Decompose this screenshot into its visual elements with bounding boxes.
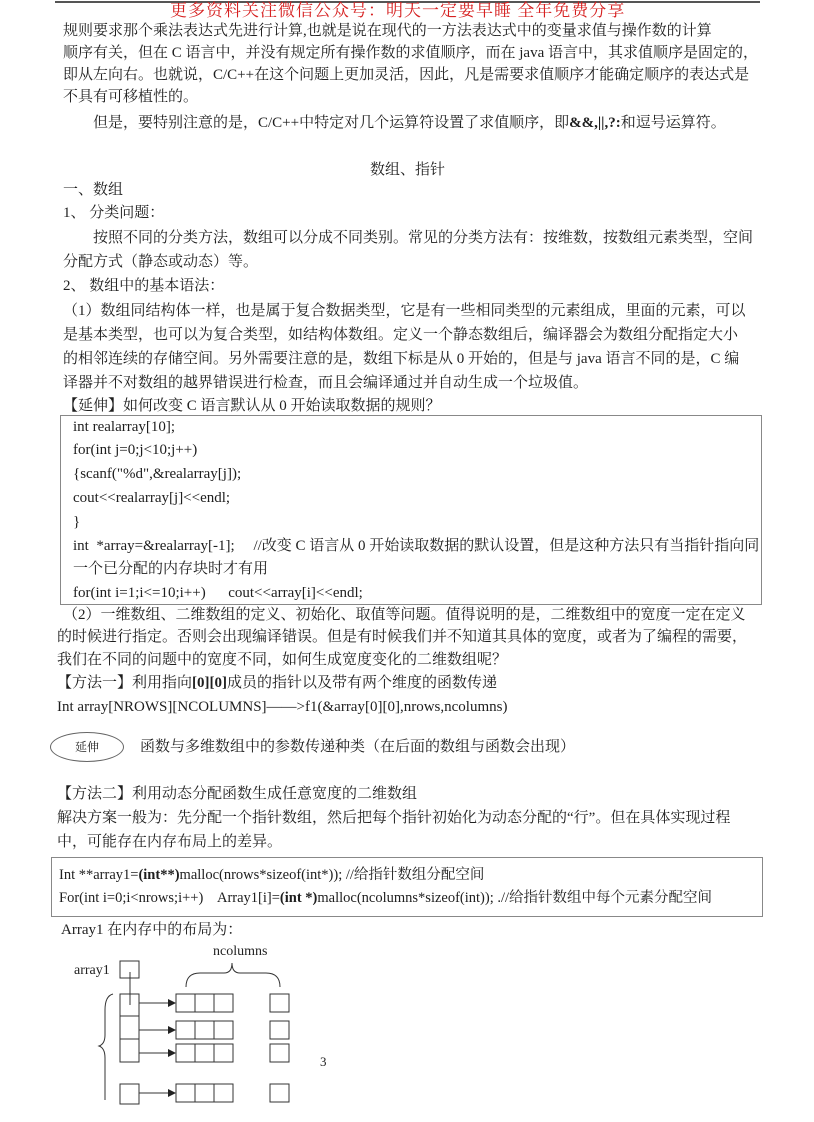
para2-line-4: 译器并不对数组的越界错误进行检查，而且会编译通过并自动生成一个垃圾值。 [63,375,589,391]
para4-line-1: 解决方案一般为：先分配一个指针数组，然后把每个指针初始化为动态分配的“行”。但在具体实现过程 [57,810,731,826]
row-element-cell [176,1021,195,1039]
intro-line-4: 不具有可移植性的。 [63,89,199,105]
watermark: 更多资料关注微信公众号：明天一定要早睡 全年免费分享 [170,1,626,20]
row-element-cell [195,1021,214,1039]
code1-line: int *array=&realarray[-1]; //改变 C 语言从 0 开始读取数据的默认设置，但是这种方法只有当指针指向同 [73,538,760,554]
intro-line-3: 即从左向右。也就说，C/C++在这个问题上更加灵活，因此，凡是需要求值顺序才能确定顺序的表达式是 [63,67,750,83]
code2-text: malloc(nrows*sizeof(int*)); //给指针数组分配空间 [179,867,485,883]
row-element-cell [214,1044,233,1062]
array1-label: array1 [74,963,110,978]
para3-line-3: 我们在不同的问题中的宽度不同，如何生成宽度变化的二维数组呢？ [57,652,508,668]
para2-line-3: 的相邻连续的存储空间。另外需要注意的是，数组下标是从 0 开始的，但是与 java 语言不同的是，C 编 [63,351,740,367]
row-element-cell [176,1084,195,1102]
code1-line: int realarray[10]; [73,419,176,435]
row-element-cell [195,1084,214,1102]
heading-arrays: 一、数组 [63,182,124,198]
code2-cast: (int *) [279,890,318,906]
code2-text: For(int i=0;i<nrows;i++) Array1[i]= [59,890,280,906]
para2-line-2: 是基本类型，也可以为复合类型，如结构体数组。定义一个静态数组后，编译器会为数组分配指定大小 [63,327,739,343]
code2-text: Int **array1= [59,867,139,883]
para1-line-1: 按照不同的分类方法，数组可以分成不同类别。常见的分类方法有：按维数，按数组元素类型，空间 [93,230,754,246]
row-last-cell [270,1084,289,1102]
code1-line: cout<<realarray[j]<<endl; [73,490,231,506]
note-operators: &&,||,?: [569,115,621,131]
row-element-cell [214,1084,233,1102]
subheading-syntax: 2、 数组中的基本语法： [63,278,225,294]
code1-line: } [73,514,81,530]
row-element-cell [176,1044,195,1062]
row-pointer-cell [120,1016,139,1039]
intro-line-1: 规则要求那个乘法表达式先进行计算,也就是说在现代的一方法表达式中的变量求值与操作数的计算 [63,23,712,39]
note-text-end: 和逗号运算符。 [620,115,726,131]
method2-heading: 【方法二】利用动态分配函数生成任意宽度的二维数组 [57,786,418,802]
para3-line-1: （2）一维数组、二维数组的定义、初始化、取值等问题。值得说明的是，二维数组中的宽度一定在定义 [63,607,746,623]
section-title: 数组、指针 [370,162,446,178]
page-number: 3 [320,1054,327,1069]
ncolumns-label: ncolumns [213,944,268,959]
nrows-brace [99,994,113,1100]
method1-code: Int array[NROWS][NCOLUMNS]——>f1(&array[0][0],nrows,ncolumns) [57,699,508,715]
row-element-cell [176,994,195,1012]
row-element-cell [195,994,214,1012]
extension-question: 【延伸】如何改变 C 语言默认从 0 开始读取数据的规则？ [63,398,441,414]
note-text: 但是，要特别注意的是，C/C++中特定对几个运算符设置了求值顺序，即 [93,115,570,131]
code1-line: {scanf("%d",&realarray[j]); [73,466,242,482]
method1-text: 【方法一】利用指向 [57,675,193,691]
row-last-cell [270,994,289,1012]
code1-line: for(int j=0;j<10;j++) [73,442,198,458]
para2-line-1: （1）数组同结构体一样，也是属于复合数据类型，它是有一些相同类型的元素组成，里面的元素，可以 [63,303,746,319]
para1-line-2: 分配方式（静态或动态）等。 [63,254,259,270]
row-pointer-cell [120,1039,139,1062]
layout-caption: Array1 在内存中的布局为： [61,922,243,938]
row-pointer-cell [120,1084,139,1104]
code1-line: 一个已分配的内存块时才有用 [73,561,269,577]
para3-line-2: 的时候进行指定。否则会出现编译错误。但是有时候我们并不知道其具体的宽度，或者为了编程的需要， [57,629,748,645]
method1-bold: [0][0] [192,675,227,691]
code1-line: for(int i=1;i<=10;i++) cout<<array[i]<<endl; [73,585,363,601]
code2-cast: (int**) [138,867,180,883]
para4-line-2: 中，可能存在内存布局上的差异。 [57,834,283,850]
row-last-cell [270,1044,289,1062]
extension-text: 函数与多维数组中的参数传递种类（在后面的数组与函数会出现） [140,739,576,755]
subheading-classification: 1、 分类问题： [63,205,165,221]
code2-text: malloc(ncolumns*sizeof(int)); .//给指针数组中每个元素分配空间 [317,890,713,906]
row-element-cell [214,1021,233,1039]
row-last-cell [270,1021,289,1039]
ncolumns-brace [186,963,280,987]
row-element-cell [214,994,233,1012]
intro-line-2: 顺序有关，但在 C 语言中，并没有规定所有操作数的求值顺序，而在 java 语言中，其求值顺序是固定的， [63,45,758,61]
extension-badge: 延伸 [50,732,124,762]
row-element-cell [195,1044,214,1062]
method1-text-end: 成员的指针以及带有两个维度的函数传递 [227,675,498,691]
